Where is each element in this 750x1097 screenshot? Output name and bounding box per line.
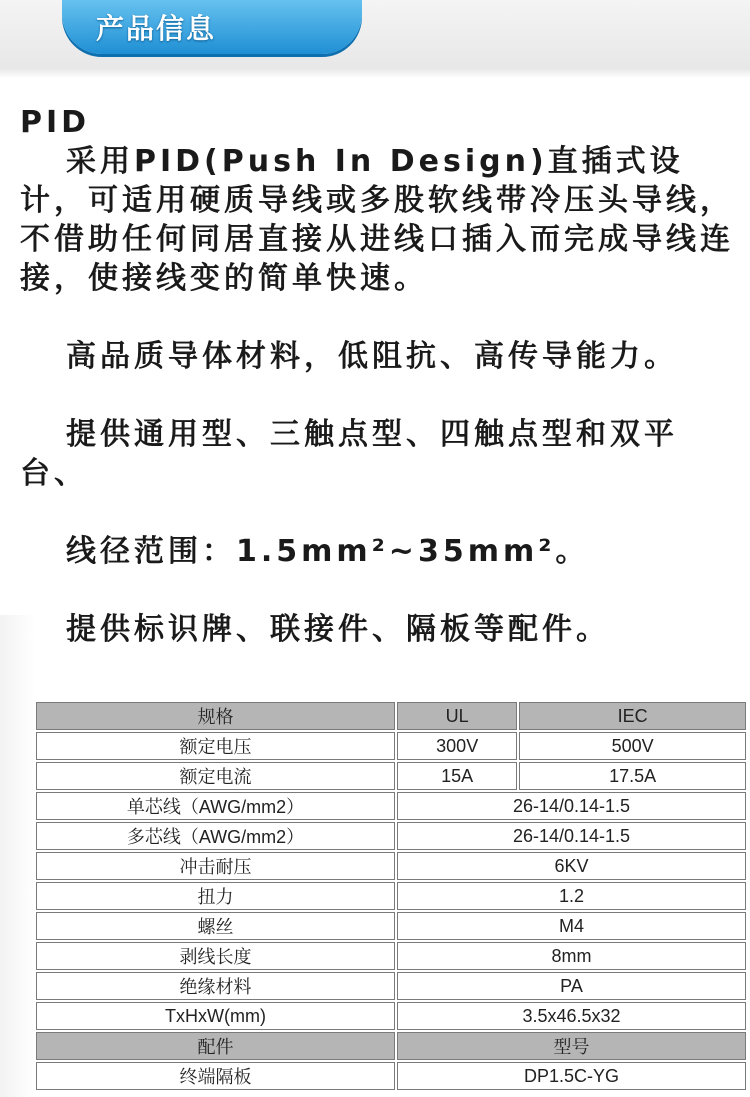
intro-paragraph-3: 提供通用型、三触点型、四触点型和双平台、 [20, 417, 678, 491]
table-row [36, 852, 746, 880]
table-row [36, 732, 746, 760]
left-shade [0, 615, 34, 1097]
spacer [20, 298, 742, 337]
row-label: 终端隔板 [36, 1062, 395, 1090]
row-label: 单芯线（AWG/mm2） [36, 792, 395, 820]
iec-value: 500V [519, 732, 746, 760]
iec-value: 17.5A [519, 762, 746, 790]
table-row [36, 822, 746, 850]
spec-table [34, 700, 748, 1092]
row-value: DP1.5C-YG [397, 1062, 746, 1090]
table-row [36, 942, 746, 970]
spacer [20, 571, 742, 610]
table-row [36, 1002, 746, 1030]
row-label: 额定电流 [36, 762, 395, 790]
spacer [20, 376, 742, 415]
table-row [36, 882, 746, 910]
row-label: 冲击耐压 [36, 852, 395, 880]
table-row [36, 792, 746, 820]
intro-paragraph-2: 高品质导体材料，低阻抗、高传导能力。 [66, 339, 678, 374]
intro-paragraph-4: 线径范围：1.5mm²~35mm²。 [66, 534, 590, 569]
product-description [20, 103, 742, 649]
accessory-header-row [36, 1032, 746, 1060]
section-header [0, 0, 750, 78]
header-cell-ul: UL [397, 702, 517, 730]
intro-paragraph-5: 提供标识牌、联接件、隔板等配件。 [66, 612, 610, 647]
intro-heading: PID [20, 105, 91, 140]
header-cell-accessory: 配件 [36, 1032, 395, 1060]
row-label: TxHxW(mm) [36, 1002, 395, 1030]
row-label: 剥线长度 [36, 942, 395, 970]
table-header-row [36, 702, 746, 730]
header-cell-model: 型号 [397, 1032, 746, 1060]
row-value: 8mm [397, 942, 746, 970]
row-label: 扭力 [36, 882, 395, 910]
row-value: PA [397, 972, 746, 1000]
row-label: 多芯线（AWG/mm2） [36, 822, 395, 850]
table-row [36, 762, 746, 790]
header-cell-spec: 规格 [36, 702, 395, 730]
section-title: 产品信息 [96, 12, 217, 45]
intro-paragraph-1: 采用PID(Push In Design)直插式设计，可适用硬质导线或多股软线带冷压头导线，不借助任何同居直接从进线口插入而完成导线连接，使接线变的简单快速。 [20, 144, 734, 296]
row-value: 1.2 [397, 882, 746, 910]
row-value: M4 [397, 912, 746, 940]
header-cell-iec: IEC [519, 702, 746, 730]
table-row [36, 972, 746, 1000]
ul-value: 300V [397, 732, 517, 760]
ul-value: 15A [397, 762, 517, 790]
row-value: 3.5x46.5x32 [397, 1002, 746, 1030]
header-shadow [0, 68, 750, 78]
row-label: 绝缘材料 [36, 972, 395, 1000]
table-row [36, 912, 746, 940]
row-value: 26-14/0.14-1.5 [397, 822, 746, 850]
spacer [20, 493, 742, 532]
row-value: 26-14/0.14-1.5 [397, 792, 746, 820]
row-label: 螺丝 [36, 912, 395, 940]
row-label: 额定电压 [36, 732, 395, 760]
row-value: 6KV [397, 852, 746, 880]
table-row [36, 1062, 746, 1090]
